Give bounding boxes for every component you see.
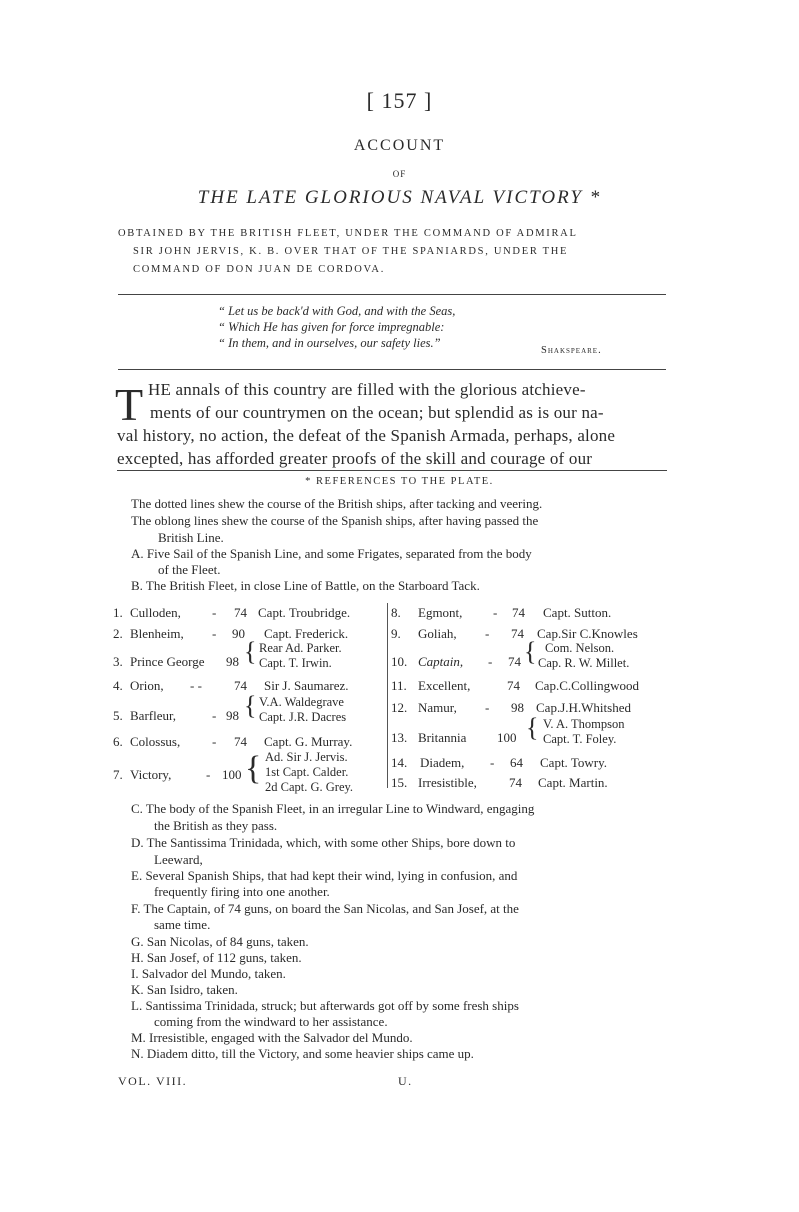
fleet-dash: - bbox=[206, 767, 211, 782]
fleet-commander: V. A. Thompson bbox=[543, 717, 625, 731]
note-line: coming from the windward to her assistance. bbox=[154, 1014, 388, 1029]
fleet-guns: 98 bbox=[226, 708, 239, 723]
fleet-ship: Colossus, bbox=[130, 734, 181, 749]
note-line: E. Several Spanish Ships, that had kept their wind, lying in confusion, and bbox=[131, 868, 518, 883]
intro-line-2: ments of our countrymen on the ocean; but splendid as is our na- bbox=[150, 403, 604, 422]
fleet-dash: - bbox=[212, 734, 217, 749]
fleet-dash: - bbox=[485, 700, 490, 715]
ref-line-a: A. Five Sail of the Spanish Line, and some Frigates, separated from the body bbox=[131, 546, 532, 561]
fleet-commander: Rear Ad. Parker. bbox=[259, 641, 342, 655]
fleet-num: 7. bbox=[113, 767, 123, 782]
brace-icon: { bbox=[526, 713, 539, 742]
fleet-column-divider bbox=[387, 603, 388, 788]
ref-line-a-cont: of the Fleet. bbox=[158, 562, 221, 577]
fleet-dash: - bbox=[490, 755, 495, 770]
fleet-num: 5. bbox=[113, 708, 123, 723]
fleet-ship: Britannia bbox=[418, 730, 467, 745]
fleet-commander: Capt. Frederick. bbox=[264, 626, 349, 641]
divider-references bbox=[117, 470, 667, 471]
fleet-guns: 90 bbox=[232, 626, 245, 641]
fleet-guns: 74 bbox=[512, 605, 525, 620]
note-line: the British as they pass. bbox=[154, 818, 278, 833]
references-heading: * REFERENCES TO THE PLATE. bbox=[305, 476, 494, 487]
intro-line-3: val history, no action, the defeat of the Spanish Armada, perhaps, alone bbox=[117, 426, 616, 445]
fleet-commander: Cap.Sir C.Knowles bbox=[537, 626, 638, 641]
heading-of: OF bbox=[392, 169, 407, 179]
fleet-ship: Culloden, bbox=[130, 605, 181, 620]
fleet-num: 14. bbox=[391, 755, 408, 770]
note-line: M. Irresistible, engaged with the Salvador del Mundo. bbox=[131, 1030, 413, 1045]
fleet-num: 15. bbox=[391, 775, 408, 790]
fleet-commander: Cap.C.Collingwood bbox=[535, 678, 640, 693]
note-line: N. Diadem ditto, till the Victory, and some heavier ships came up. bbox=[131, 1046, 474, 1061]
epigraph-line-2: “ Which He has given for force impregnable: bbox=[218, 320, 445, 334]
fleet-num: 13. bbox=[391, 730, 408, 745]
fleet-guns: 100 bbox=[222, 767, 242, 782]
fleet-guns: 74 bbox=[511, 626, 524, 641]
fleet-guns: 98 bbox=[226, 654, 239, 669]
ref-line-1: The dotted lines shew the course of the British ships, after tacking and veering. bbox=[131, 496, 543, 511]
brace-icon: { bbox=[245, 750, 262, 787]
fleet-ship: Orion, bbox=[130, 678, 164, 693]
fleet-dash: - bbox=[212, 626, 217, 641]
fleet-num: 3. bbox=[113, 654, 123, 669]
fleet-ship: Goliah, bbox=[418, 626, 457, 641]
fleet-ship: Diadem, bbox=[420, 755, 465, 770]
fleet-dash: - bbox=[488, 654, 493, 669]
note-line: L. Santissima Trinidada, struck; but afterwards got off by some fresh ships bbox=[131, 998, 519, 1013]
note-line: H. San Josef, of 112 guns, taken. bbox=[131, 950, 302, 965]
note-line: frequently firing into one another. bbox=[154, 884, 330, 899]
fleet-num: 2. bbox=[113, 626, 123, 641]
article-title: THE LATE GLORIOUS NAVAL VICTORY * bbox=[197, 187, 602, 208]
brace-icon: { bbox=[244, 691, 257, 720]
subtitle-line-2: SIR JOHN JERVIS, K. B. OVER THAT OF THE SPANIARDS, UNDER THE bbox=[133, 246, 569, 257]
fleet-num: 4. bbox=[113, 678, 123, 693]
volume-label: VOL. VIII. bbox=[118, 1074, 188, 1088]
fleet-ship: Blenheim, bbox=[130, 626, 184, 641]
fleet-commander: Capt. Towry. bbox=[540, 755, 607, 770]
fleet-commander: V.A. Waldegrave bbox=[259, 695, 344, 709]
fleet-commander: Capt. Troubridge. bbox=[258, 605, 351, 620]
brace-icon: { bbox=[244, 637, 257, 666]
fleet-ship: Prince George bbox=[130, 654, 205, 669]
subtitle-line-1: OBTAINED BY THE BRITISH FLEET, UNDER THE COMMAND OF ADMIRAL bbox=[118, 228, 578, 239]
fleet-commander: Capt. J.R. Dacres bbox=[259, 710, 347, 724]
fleet-commander: Capt. Martin. bbox=[538, 775, 608, 790]
signature-mark: U. bbox=[398, 1074, 413, 1088]
intro-line-4: excepted, has afforded greater proofs of the skill and courage of our bbox=[117, 449, 593, 468]
fleet-guns: 74 bbox=[509, 775, 522, 790]
note-line: same time. bbox=[154, 917, 211, 932]
fleet-dash: - bbox=[485, 626, 490, 641]
fleet-guns: 74 bbox=[507, 678, 520, 693]
fleet-commander: Capt. Sutton. bbox=[543, 605, 612, 620]
note-line: F. The Captain, of 74 guns, on board the San Nicolas, and San Josef, at the bbox=[131, 901, 519, 916]
fleet-commander: 2d Capt. G. Grey. bbox=[265, 780, 354, 794]
fleet-num: 9. bbox=[391, 626, 401, 641]
fleet-num: 1. bbox=[113, 605, 123, 620]
fleet-commander: Sir J. Saumarez. bbox=[264, 678, 349, 693]
fleet-ship: Barfleur, bbox=[130, 708, 177, 723]
ref-line-3: British Line. bbox=[158, 530, 224, 545]
page-number: [ 157 ] bbox=[366, 88, 433, 113]
epigraph-line-3: “ In them, and in ourselves, our safety lies.” bbox=[218, 336, 441, 350]
fleet-guns: 74 bbox=[234, 678, 247, 693]
fleet-commander: Capt. T. Irwin. bbox=[259, 656, 332, 670]
divider-top bbox=[118, 294, 666, 295]
brace-icon: { bbox=[524, 637, 537, 666]
fleet-dash: - bbox=[212, 708, 217, 723]
note-line: G. San Nicolas, of 84 guns, taken. bbox=[131, 934, 309, 949]
heading-account: ACCOUNT bbox=[353, 137, 446, 154]
note-line: I. Salvador del Mundo, taken. bbox=[131, 966, 286, 981]
fleet-num: 10. bbox=[391, 654, 408, 669]
fleet-commander: Capt. G. Murray. bbox=[264, 734, 353, 749]
fleet-ship: Captain, bbox=[418, 654, 464, 669]
intro-line-1: HE annals of this country are filled with the glorious atchieve- bbox=[148, 380, 586, 399]
ref-line-b: B. The British Fleet, in close Line of Battle, on the Starboard Tack. bbox=[131, 578, 480, 593]
fleet-ship: Egmont, bbox=[418, 605, 463, 620]
note-line: Leeward, bbox=[154, 852, 203, 867]
fleet-dash: - bbox=[212, 605, 217, 620]
ref-line-2: The oblong lines shew the course of the Spanish ships, after having passed the bbox=[131, 513, 539, 528]
fleet-commander: Com. Nelson. bbox=[545, 641, 615, 655]
fleet-commander: Ad. Sir J. Jervis. bbox=[265, 750, 348, 764]
fleet-guns: 74 bbox=[508, 654, 521, 669]
fleet-num: 11. bbox=[391, 678, 407, 693]
fleet-dash: - bbox=[493, 605, 498, 620]
divider-epigraph bbox=[118, 369, 666, 370]
fleet-commander: Cap.J.H.Whitshed bbox=[536, 700, 631, 715]
fleet-guns: 98 bbox=[511, 700, 524, 715]
fleet-ship: Excellent, bbox=[418, 678, 471, 693]
epigraph-line-1: “ Let us be back'd with God, and with the Seas, bbox=[218, 304, 456, 318]
fleet-guns: 74 bbox=[234, 605, 247, 620]
fleet-guns: 74 bbox=[234, 734, 247, 749]
fleet-ship: Irresistible, bbox=[418, 775, 477, 790]
fleet-commander: Cap. R. W. Millet. bbox=[538, 656, 630, 670]
epigraph-attribution: Shakspeare. bbox=[541, 345, 602, 356]
fleet-num: 12. bbox=[391, 700, 408, 715]
fleet-ship: Namur, bbox=[418, 700, 457, 715]
fleet-ship: Victory, bbox=[130, 767, 172, 782]
fleet-commander: 1st Capt. Calder. bbox=[265, 765, 349, 779]
subtitle-line-3: COMMAND OF DON JUAN DE CORDOVA. bbox=[133, 264, 386, 275]
fleet-dash: - - bbox=[190, 678, 202, 693]
note-line: D. The Santissima Trinidada, which, with some other Ships, bore down to bbox=[131, 835, 516, 850]
fleet-commander: Capt. T. Foley. bbox=[543, 732, 617, 746]
note-line: C. The body of the Spanish Fleet, in an irregular Line to Windward, engaging bbox=[131, 801, 535, 816]
fleet-num: 8. bbox=[391, 605, 401, 620]
drop-cap: T bbox=[115, 379, 144, 430]
note-line: K. San Isidro, taken. bbox=[131, 982, 238, 997]
fleet-num: 6. bbox=[113, 734, 123, 749]
fleet-guns: 100 bbox=[497, 730, 517, 745]
fleet-guns: 64 bbox=[510, 755, 523, 770]
